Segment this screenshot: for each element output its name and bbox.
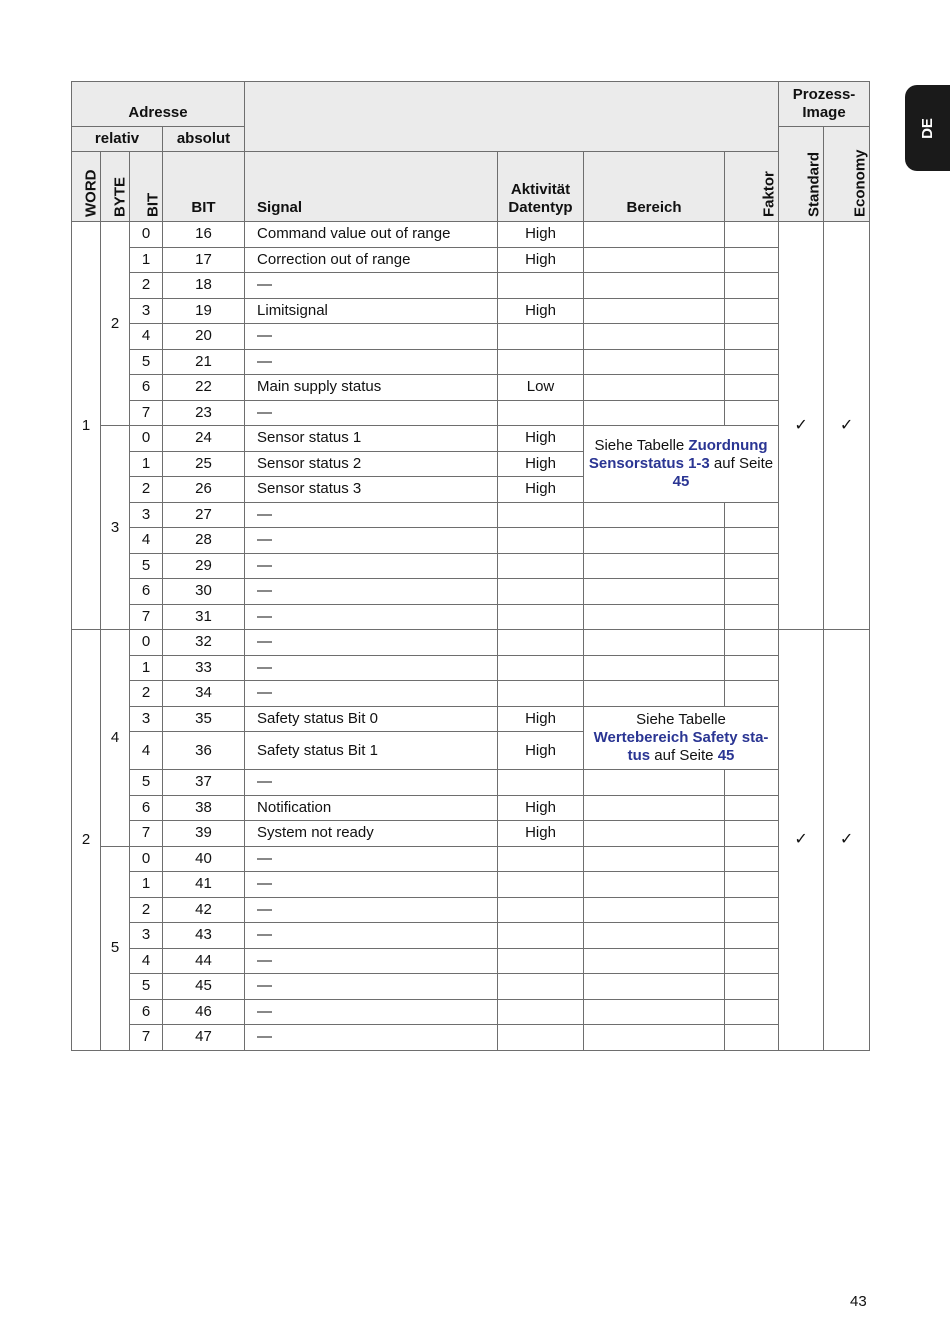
sensor-status-note	[584, 426, 779, 503]
bit-cell: 7	[130, 604, 163, 630]
table-row	[72, 974, 870, 1000]
factor-cell	[725, 872, 779, 898]
signal-cell: Command value out of range	[245, 222, 498, 248]
activity-line2: Datentyp	[508, 199, 573, 216]
signal-cell: Main supply status	[245, 375, 498, 401]
signal-cell: Safety status Bit 0	[245, 706, 498, 732]
range-cell	[584, 604, 725, 630]
signal-cell: —	[245, 974, 498, 1000]
standard-header: Standard	[779, 127, 824, 222]
factor-cell	[725, 604, 779, 630]
bit-cell: 7	[130, 1025, 163, 1051]
abs-bit-cell: 19	[163, 298, 245, 324]
economy-check: ✓	[824, 630, 870, 1051]
signal-cell: —	[245, 897, 498, 923]
activity-cell	[498, 349, 584, 375]
range-cell	[584, 553, 725, 579]
table-row	[72, 553, 870, 579]
table-row	[72, 400, 870, 426]
bit-cell: 4	[130, 732, 163, 770]
process-image-header	[779, 82, 870, 127]
activity-cell	[498, 400, 584, 426]
abs-bit-cell: 20	[163, 324, 245, 350]
activity-cell	[498, 770, 584, 796]
absolute-header: absolut	[163, 127, 245, 152]
range-cell	[584, 298, 725, 324]
bit-cell: 4	[130, 324, 163, 350]
factor-cell	[725, 846, 779, 872]
factor-cell	[725, 897, 779, 923]
signal-cell: —	[245, 770, 498, 796]
standard-check: ✓	[779, 630, 824, 1051]
table-row	[72, 655, 870, 681]
abs-bit-cell: 32	[163, 630, 245, 656]
bit-cell: 2	[130, 477, 163, 503]
bit-cell: 6	[130, 795, 163, 821]
table-row	[72, 247, 870, 273]
activity-cell	[498, 324, 584, 350]
safety-table-link[interactable]: Wertebereich Safety status	[593, 728, 769, 764]
range-cell	[584, 795, 725, 821]
activity-cell	[498, 553, 584, 579]
abs-bit-cell: 29	[163, 553, 245, 579]
activity-cell: High	[498, 247, 584, 273]
activity-cell	[498, 974, 584, 1000]
abs-bit-cell: 31	[163, 604, 245, 630]
range-cell	[584, 846, 725, 872]
bit-cell: 1	[130, 655, 163, 681]
signal-cell: —	[245, 553, 498, 579]
bit-cell: 5	[130, 349, 163, 375]
factor-cell	[725, 630, 779, 656]
table-row	[72, 298, 870, 324]
activity-cell	[498, 528, 584, 554]
sensor-note-pre: Siehe Tabelle	[594, 436, 689, 454]
table-row	[72, 770, 870, 796]
safety-page-link[interactable]: 45	[717, 746, 735, 764]
signal-cell: —	[245, 604, 498, 630]
bit-cell: 5	[130, 553, 163, 579]
signal-cell: Sensor status 3	[245, 477, 498, 503]
bit-cell: 2	[130, 273, 163, 299]
factor-cell	[725, 553, 779, 579]
factor-cell	[725, 375, 779, 401]
factor-cell	[725, 349, 779, 375]
table-row	[72, 502, 870, 528]
abs-bit-cell: 38	[163, 795, 245, 821]
bit-cell: 5	[130, 770, 163, 796]
abs-bit-cell: 30	[163, 579, 245, 605]
factor-cell	[725, 795, 779, 821]
table-row	[72, 706, 870, 732]
bit-cell: 2	[130, 681, 163, 707]
abs-bit-cell: 17	[163, 247, 245, 273]
table-row	[72, 528, 870, 554]
abs-bit-cell: 46	[163, 999, 245, 1025]
activity-header	[498, 152, 584, 222]
byte-cell: 2	[101, 222, 130, 426]
abs-bit-cell: 42	[163, 897, 245, 923]
process-image-line2: Image	[802, 104, 846, 121]
signal-cell: —	[245, 948, 498, 974]
activity-cell: High	[498, 706, 584, 732]
range-cell	[584, 528, 725, 554]
economy-check: ✓	[824, 222, 870, 630]
factor-cell	[725, 1025, 779, 1051]
signal-cell: —	[245, 846, 498, 872]
activity-cell	[498, 1025, 584, 1051]
safety-note-mid: auf Seite	[650, 746, 718, 764]
factor-cell	[725, 222, 779, 248]
word-header: WORD	[72, 152, 101, 222]
table-row	[72, 579, 870, 605]
range-cell	[584, 897, 725, 923]
factor-cell	[725, 528, 779, 554]
bit-cell: 0	[130, 222, 163, 248]
signal-cell: —	[245, 655, 498, 681]
abs-bit-cell: 24	[163, 426, 245, 452]
abs-bit-cell: 43	[163, 923, 245, 949]
table-row	[72, 426, 870, 452]
activity-cell	[498, 579, 584, 605]
range-header: Bereich	[584, 152, 725, 222]
activity-cell: High	[498, 795, 584, 821]
signal-cell: —	[245, 630, 498, 656]
bit-cell: 4	[130, 528, 163, 554]
range-cell	[584, 974, 725, 1000]
signal-cell: —	[245, 400, 498, 426]
bit-cell: 3	[130, 923, 163, 949]
abs-bit-cell: 23	[163, 400, 245, 426]
table-row	[72, 948, 870, 974]
abs-bit-cell: 26	[163, 477, 245, 503]
byte-cell: 4	[101, 630, 130, 847]
blank-header	[245, 82, 779, 152]
signal-cell: Sensor status 1	[245, 426, 498, 452]
signal-cell: System not ready	[245, 821, 498, 847]
bit-cell: 4	[130, 948, 163, 974]
activity-cell	[498, 655, 584, 681]
table-row	[72, 630, 870, 656]
activity-cell: High	[498, 477, 584, 503]
activity-cell	[498, 846, 584, 872]
factor-cell	[725, 579, 779, 605]
table-row	[72, 222, 870, 248]
abs-bit-cell: 21	[163, 349, 245, 375]
abs-bit-cell: 34	[163, 681, 245, 707]
bit-cell: 0	[130, 426, 163, 452]
sensor-page-link[interactable]: 45	[672, 472, 690, 490]
safety-note-pre: Siehe Tabelle	[636, 710, 726, 728]
activity-cell	[498, 897, 584, 923]
bit-cell: 5	[130, 974, 163, 1000]
range-cell	[584, 579, 725, 605]
range-cell	[584, 770, 725, 796]
abs-bit-cell: 18	[163, 273, 245, 299]
range-cell	[584, 999, 725, 1025]
range-cell	[584, 273, 725, 299]
header-row-3	[72, 152, 870, 222]
signal-cell: —	[245, 1025, 498, 1051]
factor-cell	[725, 681, 779, 707]
signal-cell: —	[245, 999, 498, 1025]
activity-cell: High	[498, 298, 584, 324]
table-row	[72, 821, 870, 847]
table-row	[72, 897, 870, 923]
bit-cell: 0	[130, 846, 163, 872]
activity-line1: Aktivität	[510, 181, 571, 198]
economy-header: Economy	[824, 127, 870, 222]
bit-cell: 7	[130, 400, 163, 426]
table-row	[72, 999, 870, 1025]
table-row	[72, 923, 870, 949]
range-cell	[584, 821, 725, 847]
activity-cell	[498, 948, 584, 974]
range-cell	[584, 400, 725, 426]
table-row	[72, 324, 870, 350]
activity-cell: High	[498, 732, 584, 770]
abs-bit-cell: 36	[163, 732, 245, 770]
table-row	[72, 846, 870, 872]
activity-cell	[498, 872, 584, 898]
activity-cell	[498, 999, 584, 1025]
activity-cell	[498, 502, 584, 528]
factor-cell	[725, 273, 779, 299]
byte-header: BYTE	[101, 152, 130, 222]
bit-cell: 3	[130, 706, 163, 732]
bit-cell: 6	[130, 999, 163, 1025]
factor-cell	[725, 770, 779, 796]
signal-cell: —	[245, 872, 498, 898]
page-number: 43	[850, 1293, 867, 1310]
bit-cell: 1	[130, 247, 163, 273]
factor-cell	[725, 999, 779, 1025]
language-tab-de[interactable]	[905, 85, 950, 171]
signal-cell: —	[245, 502, 498, 528]
signal-cell: —	[245, 349, 498, 375]
bit-cell: 6	[130, 375, 163, 401]
range-cell	[584, 375, 725, 401]
signal-cell: —	[245, 324, 498, 350]
abs-bit-cell: 37	[163, 770, 245, 796]
abs-bit-cell: 40	[163, 846, 245, 872]
safety-status-note	[584, 706, 779, 770]
abs-bit-cell: 33	[163, 655, 245, 681]
abs-bit-cell: 45	[163, 974, 245, 1000]
table-row	[72, 604, 870, 630]
bit-cell: 3	[130, 502, 163, 528]
factor-cell	[725, 655, 779, 681]
signal-header: Signal	[245, 152, 498, 222]
factor-cell	[725, 974, 779, 1000]
factor-cell	[725, 298, 779, 324]
abs-bit-cell: 28	[163, 528, 245, 554]
bit-cell: 2	[130, 897, 163, 923]
signal-cell: Correction out of range	[245, 247, 498, 273]
relative-header: relativ	[72, 127, 163, 152]
signal-cell: —	[245, 681, 498, 707]
signal-cell: Notification	[245, 795, 498, 821]
abs-bit-cell: 39	[163, 821, 245, 847]
abs-bit-cell: 25	[163, 451, 245, 477]
bit-cell: 1	[130, 451, 163, 477]
signal-cell: Safety status Bit 1	[245, 732, 498, 770]
standard-check: ✓	[779, 222, 824, 630]
process-image-line1: Prozess-	[792, 86, 856, 103]
abs-bit-cell: 35	[163, 706, 245, 732]
range-cell	[584, 630, 725, 656]
signal-cell: —	[245, 923, 498, 949]
abs-bit-cell: 44	[163, 948, 245, 974]
factor-cell	[725, 923, 779, 949]
table-row	[72, 349, 870, 375]
activity-cell: Low	[498, 375, 584, 401]
factor-cell	[725, 948, 779, 974]
bit-header: BIT	[130, 152, 163, 222]
byte-cell: 5	[101, 846, 130, 1050]
factor-header: Faktor	[725, 152, 779, 222]
factor-cell	[725, 247, 779, 273]
language-tab-label: DE	[919, 117, 936, 139]
abs-bit-cell: 22	[163, 375, 245, 401]
activity-cell: High	[498, 451, 584, 477]
activity-cell	[498, 681, 584, 707]
range-cell	[584, 948, 725, 974]
bit-cell: 0	[130, 630, 163, 656]
sensor-table-link[interactable]: Zuordnung Sensorstatus 1-3	[588, 436, 768, 472]
activity-cell	[498, 923, 584, 949]
absolute-bit-header: BIT	[163, 152, 245, 222]
table-row	[72, 1025, 870, 1051]
signal-cell: —	[245, 273, 498, 299]
signal-cell: —	[245, 528, 498, 554]
table-row	[72, 273, 870, 299]
word-cell: 2	[72, 630, 101, 1051]
range-cell	[584, 681, 725, 707]
factor-cell	[725, 821, 779, 847]
word-cell: 1	[72, 222, 101, 630]
range-cell	[584, 923, 725, 949]
abs-bit-cell: 16	[163, 222, 245, 248]
header-row-1	[72, 82, 870, 127]
range-cell	[584, 1025, 725, 1051]
table-row	[72, 795, 870, 821]
activity-cell: High	[498, 821, 584, 847]
bit-cell: 1	[130, 872, 163, 898]
process-image-table	[71, 81, 870, 1051]
activity-cell	[498, 273, 584, 299]
table-row	[72, 681, 870, 707]
abs-bit-cell: 27	[163, 502, 245, 528]
table-row	[72, 375, 870, 401]
activity-cell: High	[498, 426, 584, 452]
range-cell	[584, 655, 725, 681]
bit-cell: 3	[130, 298, 163, 324]
range-cell	[584, 324, 725, 350]
signal-cell: Limitsignal	[245, 298, 498, 324]
factor-cell	[725, 400, 779, 426]
factor-cell	[725, 324, 779, 350]
range-cell	[584, 349, 725, 375]
signal-cell: —	[245, 579, 498, 605]
abs-bit-cell: 47	[163, 1025, 245, 1051]
byte-cell: 3	[101, 426, 130, 630]
activity-cell	[498, 604, 584, 630]
table-row	[72, 872, 870, 898]
signal-cell: Sensor status 2	[245, 451, 498, 477]
abs-bit-cell: 41	[163, 872, 245, 898]
bit-cell: 6	[130, 579, 163, 605]
range-cell	[584, 222, 725, 248]
activity-cell	[498, 630, 584, 656]
range-cell	[584, 502, 725, 528]
factor-cell	[725, 502, 779, 528]
bit-cell: 7	[130, 821, 163, 847]
address-header: Adresse	[72, 82, 245, 127]
range-cell	[584, 247, 725, 273]
sensor-note-mid: auf Seite	[709, 454, 774, 472]
activity-cell: High	[498, 222, 584, 248]
range-cell	[584, 872, 725, 898]
